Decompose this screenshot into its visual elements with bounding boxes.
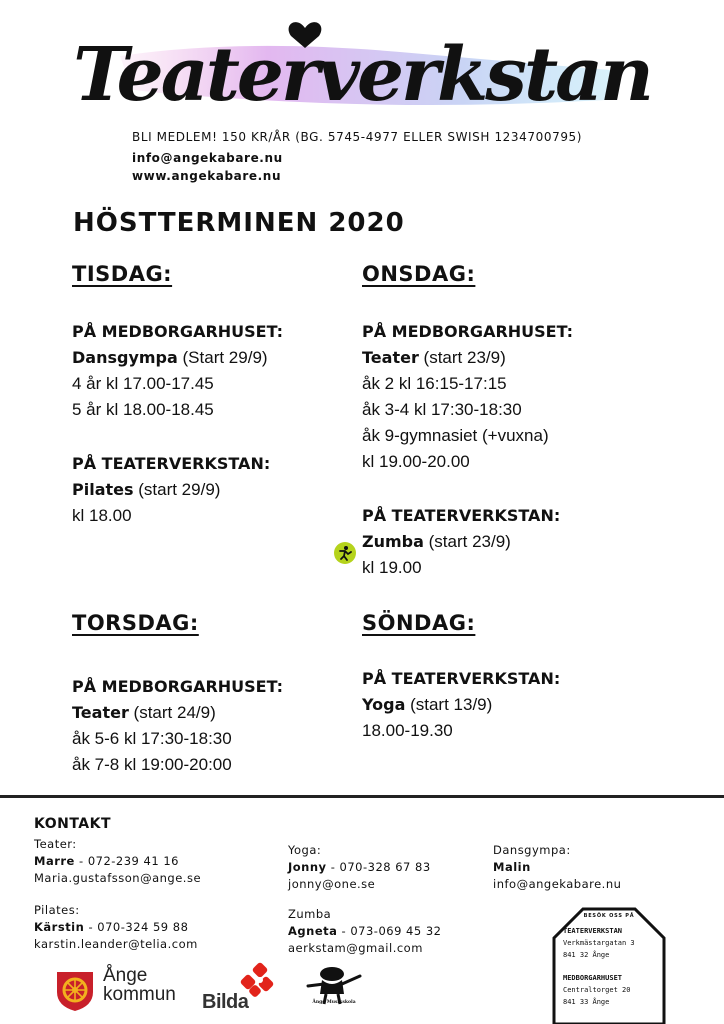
musikskola-name: Ånge Musikskola — [312, 1000, 356, 1005]
day-heading: TISDAG: — [72, 262, 173, 286]
ange-kommun-logo — [55, 966, 185, 1014]
day-heading: TORSDAG: — [72, 611, 199, 635]
contact-phone-line — [288, 859, 431, 876]
teaterverkstan-logo — [73, 8, 651, 120]
contact-email[interactable]: info@angekabare.nu — [493, 877, 622, 891]
activity-line — [362, 348, 506, 368]
contact-name: Kärstin — [34, 920, 85, 934]
schedule-line: åk 3-4 kl 17:30-18:30 — [362, 400, 522, 419]
activity-start: (start 23/9) — [423, 532, 511, 551]
activity-line — [72, 703, 216, 723]
header-website[interactable]: www.angekabare.nu — [132, 169, 282, 183]
badge-postcode: 841 33 Ånge — [563, 998, 610, 1006]
ange-kommun-name — [103, 966, 176, 1004]
contact-label: Pilates: — [34, 903, 80, 917]
activity-line — [362, 695, 492, 715]
contact-email[interactable]: aerkstam@gmail.com — [288, 941, 423, 955]
contact-label: Zumba — [288, 907, 332, 921]
contact-name: Agneta — [288, 924, 338, 938]
activity-start: (start 24/9) — [128, 703, 216, 722]
activity-name: Dansgympa — [72, 348, 178, 367]
contact-yoga — [288, 842, 431, 893]
torsdag-column — [72, 611, 342, 791]
contact-name-line — [493, 859, 621, 876]
logo-text: Teaterverkstan — [73, 32, 651, 118]
contact-email[interactable]: karstin.leander@telia.com — [34, 937, 198, 951]
contact-phone[interactable]: - 070-328 67 83 — [326, 860, 431, 874]
musikskola-logo — [302, 964, 366, 1018]
contact-phone-line — [288, 923, 441, 940]
activity-name: Zumba — [362, 532, 424, 551]
badge-postcode: 841 32 Ånge — [563, 951, 610, 959]
address-badge — [553, 908, 665, 1024]
schedule-line: åk 5-6 kl 17:30-18:30 — [72, 729, 232, 748]
activity-line — [362, 532, 511, 552]
activity-start: (Start 29/9) — [177, 348, 268, 367]
header-email[interactable]: info@angekabare.nu — [132, 151, 283, 165]
bilda-name: Bilda — [202, 991, 249, 1013]
schedule-line: 18.00-19.30 — [362, 721, 453, 740]
day-heading: SÖNDAG: — [362, 611, 476, 635]
activity-line — [72, 480, 220, 500]
schedule-line: kl 18.00 — [72, 506, 132, 525]
contact-zumba — [288, 906, 441, 957]
ange-name-line: kommun — [103, 984, 176, 1005]
activity-name: Pilates — [72, 480, 134, 499]
activity-name: Teater — [72, 703, 129, 722]
location-heading: PÅ TEATERVERKSTAN: — [362, 506, 561, 525]
contact-teater — [34, 836, 201, 887]
location-heading: PÅ MEDBORGARHUSET: — [72, 677, 284, 696]
contact-label: Yoga: — [288, 843, 322, 857]
location-heading: PÅ MEDBORGARHUSET: — [362, 322, 574, 341]
ange-shield-icon — [55, 970, 95, 1012]
location-heading: PÅ TEATERVERKSTAN: — [362, 669, 561, 688]
sondag-column — [362, 611, 662, 751]
badge-street: Centraltorget 20 — [563, 986, 631, 994]
kontakt-heading: KONTAKT — [34, 816, 112, 832]
badge-street: Verkmästargatan 3 — [563, 939, 635, 947]
bilda-logo — [200, 964, 280, 1014]
day-heading: ONSDAG: — [362, 262, 476, 286]
schedule-line: åk 7-8 kl 19:00-20:00 — [72, 755, 232, 774]
ange-name-line: Ånge — [103, 965, 148, 986]
contact-phone[interactable]: - 070-324 59 88 — [84, 920, 189, 934]
contact-name: Marre — [34, 854, 75, 868]
contact-label: Teater: — [34, 837, 77, 851]
tisdag-column — [72, 262, 342, 542]
contact-phone[interactable]: - 072-239 41 16 — [74, 854, 179, 868]
activity-name: Yoga — [362, 695, 406, 714]
activity-start: (start 23/9) — [418, 348, 506, 367]
location-heading: PÅ MEDBORGARHUSET: — [72, 322, 284, 341]
badge-medborgarhuset: MEDBORGARHUSET — [563, 974, 623, 982]
term-title: HÖSTTERMINEN 2020 — [73, 208, 405, 238]
location-heading: PÅ TEATERVERKSTAN: — [72, 454, 271, 473]
contact-phone-line — [34, 919, 198, 936]
contact-label: Dansgympa: — [493, 843, 571, 857]
schedule-line: 5 år kl 18.00-18.45 — [72, 400, 214, 419]
contact-email[interactable]: jonny@one.se — [288, 877, 376, 891]
activity-start: (start 13/9) — [405, 695, 493, 714]
activity-start: (start 29/9) — [133, 480, 221, 499]
contact-name: Jonny — [288, 860, 327, 874]
contact-name: Malin — [493, 860, 531, 874]
musician-icon — [302, 964, 366, 1004]
activity-line — [72, 348, 268, 368]
schedule-line: kl 19.00 — [362, 558, 422, 577]
zumba-icon — [334, 542, 356, 564]
schedule-line: åk 2 kl 16:15-17:15 — [362, 374, 507, 393]
contact-phone-line — [34, 853, 201, 870]
contact-email[interactable]: Maria.gustafsson@ange.se — [34, 871, 202, 885]
onsdag-column — [362, 262, 662, 582]
schedule-line: 4 år kl 17.00-17.45 — [72, 374, 214, 393]
schedule-line: åk 9-gymnasiet (+vuxna) — [362, 426, 549, 445]
badge-teaterverkstan: TEATERVERKSTAN — [563, 927, 623, 935]
badge-header: BESÖK OSS PÅ — [583, 913, 635, 919]
contact-pilates — [34, 902, 198, 953]
membership-info: BLI MEDLEM! 150 KR/ÅR (BG. 5745-4977 ELLER SWISH 1234700795) — [132, 130, 583, 144]
divider — [0, 795, 724, 798]
activity-name: Teater — [362, 348, 419, 367]
contact-phone[interactable]: - 073-069 45 32 — [337, 924, 442, 938]
schedule-line: kl 19.00-20.00 — [362, 452, 470, 471]
contact-dansgympa — [493, 842, 621, 893]
